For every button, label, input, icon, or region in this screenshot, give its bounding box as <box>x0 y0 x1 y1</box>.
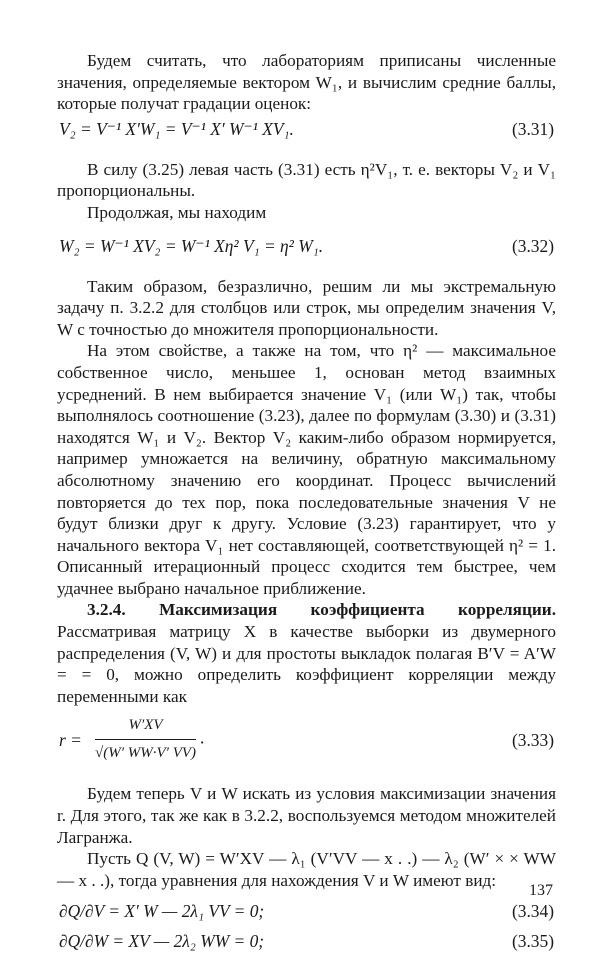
equation-tail: . <box>200 728 205 749</box>
paragraph-6: Пусть Q (V, W) = W′XV — λ₁ (V′VV — x . .) — λ₂ (W′ × × WW — x . .), тогда уравнения для нахождения V и W имеют вид: <box>57 849 556 890</box>
equation-number: (3.31) <box>511 118 554 139</box>
paragraph-2b: Продолжая, мы находим <box>87 202 267 222</box>
page-number: 137 <box>529 882 553 899</box>
fraction <box>95 715 196 764</box>
section-heading: 3.2.4. Максимизация коэффициента корреляции. <box>87 600 556 620</box>
paragraph-1: Будем считать, что лабораториям приписаны численные значения, определяемые вектором W₁, и вычислим средние баллы, которые получат градации оценок: <box>57 51 556 114</box>
equation-body: ∂Q/∂V = X′ W — 2λ₁ VV = 0; <box>59 901 265 922</box>
equation-body: W₂ = W⁻¹ XV₂ = W⁻¹ Xη² V₁ = η² W₁. <box>59 235 324 256</box>
section-text: Рассматривая матрицу X в качестве выборки из двумерного распределения (V, W) и для простоты выкладок полагая B′V = A′W = = 0, можно определить коэффициент корреляции между переменными как <box>57 622 556 706</box>
equation-3-34 <box>57 901 556 927</box>
equation-body: V₂ = V⁻¹ X′W₁ = V⁻¹ X′ W⁻¹ XV₁. <box>59 118 294 139</box>
fraction-denominator: √(W′ WW·V′ VV) <box>95 745 197 762</box>
equation-3-31 <box>57 119 556 145</box>
text-column <box>57 50 556 971</box>
paragraph-4: На этом свойстве, а также на том, что η² — максимальное собственное число, меньшее 1, основан метод взаимных усреднений. В нем выбирается значение V₁ (или W₁) так, чтобы выполнялось соотношение (3.23), далее по формулам (3.30) и (3.31) находятся W₁ и V₂. Вектор V₂ каким-либо образом нормируется, например умножается на величину, обратную максимальному абсолютному значению его координат. Процесс вычислений повторяется до тех пор, пока последовательные значения V не будут близки друг к другу. Условие (3.23) гарантирует, что у начального вектора V₁ нет составляющей, соответствующей η² = 1. Описанный итерационный процесс сходится тем быстрее, чем удачнее выбрано начальное приближение. <box>57 341 556 598</box>
equation-number: (3.33) <box>511 730 554 751</box>
equation-lhs: r = <box>59 730 82 751</box>
fraction-numerator: W′XV <box>95 715 196 740</box>
equation-number: (3.32) <box>511 235 554 256</box>
paragraph-3: Таким образом, безразлично, решим ли мы экстремальную задачу п. 3.2.2 для столбцов или строк, мы определим значения V, W с точностью до множителя пропорциональности. <box>57 276 556 339</box>
equation-body: ∂Q/∂W = XV — 2λ₂ WW = 0; <box>59 931 265 952</box>
section-3-2-4 <box>57 599 556 707</box>
paragraph-5: Будем теперь V и W искать из условия максимизации значения r. Для этого, так же как в 3.2.2, воспользуемся методом множителей Лагранжа. <box>57 784 556 847</box>
paragraph-2a: В силу (3.25) левая часть (3.31) есть η²V₁, т. е. векторы V₂ и V₁ пропорциональны. <box>57 159 556 201</box>
equation-number: (3.35) <box>511 931 554 952</box>
equation-3-32 <box>57 236 556 262</box>
equation-number: (3.34) <box>511 901 554 922</box>
equation-3-35 <box>57 931 556 957</box>
equation-3-33 <box>57 715 556 767</box>
